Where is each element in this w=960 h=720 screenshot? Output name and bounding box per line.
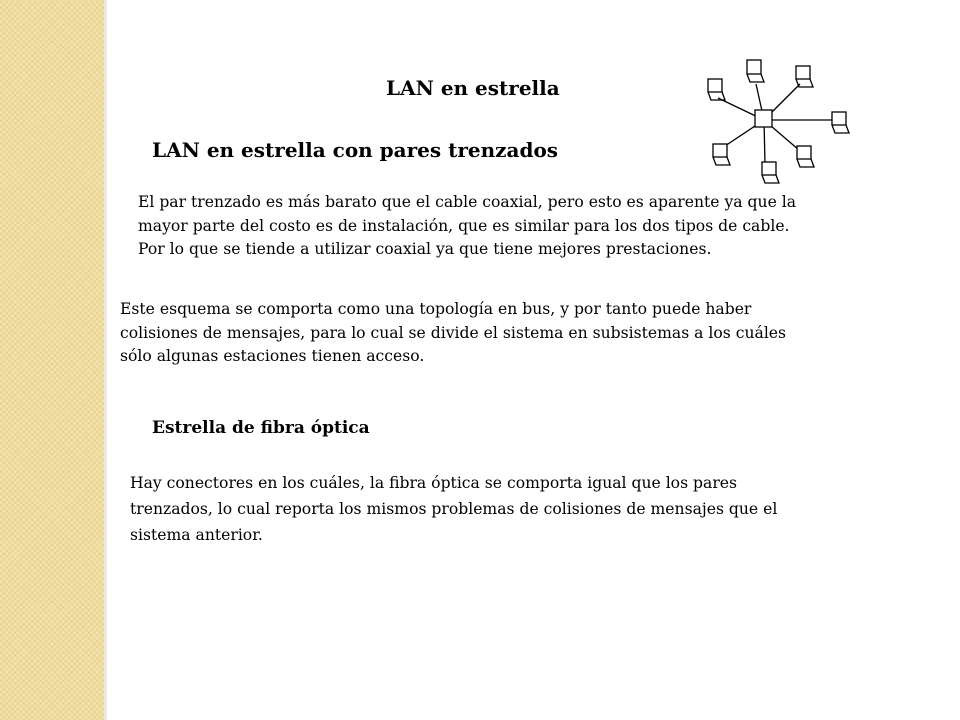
- paragraph-bus-behavior: [120, 298, 786, 369]
- paragraph-twisted-pair-cost: [138, 191, 796, 262]
- terminal-node: [708, 79, 725, 100]
- section-title-fiber-star: Estrella de fibra óptica: [152, 418, 370, 438]
- terminal-node: [747, 60, 764, 82]
- terminal-node: [713, 144, 730, 165]
- slide-title: LAN en estrella: [386, 76, 560, 100]
- terminal-node: [832, 112, 849, 133]
- star-topology-diagram-icon: [696, 52, 856, 198]
- terminal-node: [796, 66, 813, 87]
- paragraph-line: Por lo que se tiende a utilizar coaxial ya que tiene mejores prestaciones.: [138, 240, 712, 258]
- side-bar-divider: [104, 0, 107, 720]
- paragraph-line: El par trenzado es más barato que el cable coaxial, pero esto es aparente ya que la: [138, 193, 797, 211]
- paragraph-line: sólo algunas estaciones tienen acceso.: [120, 347, 425, 365]
- terminal-node: [762, 162, 779, 183]
- paragraph-line: colisiones de mensajes, para lo cual se divide el sistema en subsistemas a los cuáles: [120, 323, 787, 342]
- hub-node: [755, 110, 772, 127]
- terminal-node: [797, 146, 814, 167]
- paragraph-line: Hay conectores en los cuáles, la fibra óptica se comporta igual que los pares: [130, 474, 737, 492]
- slide-subtitle: LAN en estrella con pares trenzados: [152, 138, 559, 162]
- paragraph-line: trenzados, lo cual reporta los mismos problemas de colisiones de mensajes que el: [130, 500, 778, 518]
- paragraph-fiber-connectors: [130, 470, 777, 548]
- paragraph-line: sistema anterior.: [130, 526, 263, 544]
- paragraph-line: mayor parte del costo es de instalación, que es similar para los dos tipos de cable.: [138, 216, 790, 235]
- paragraph-line: Este esquema se comporta como una topología en bus, y por tanto puede haber: [120, 300, 752, 318]
- decorative-side-bar: [0, 0, 104, 720]
